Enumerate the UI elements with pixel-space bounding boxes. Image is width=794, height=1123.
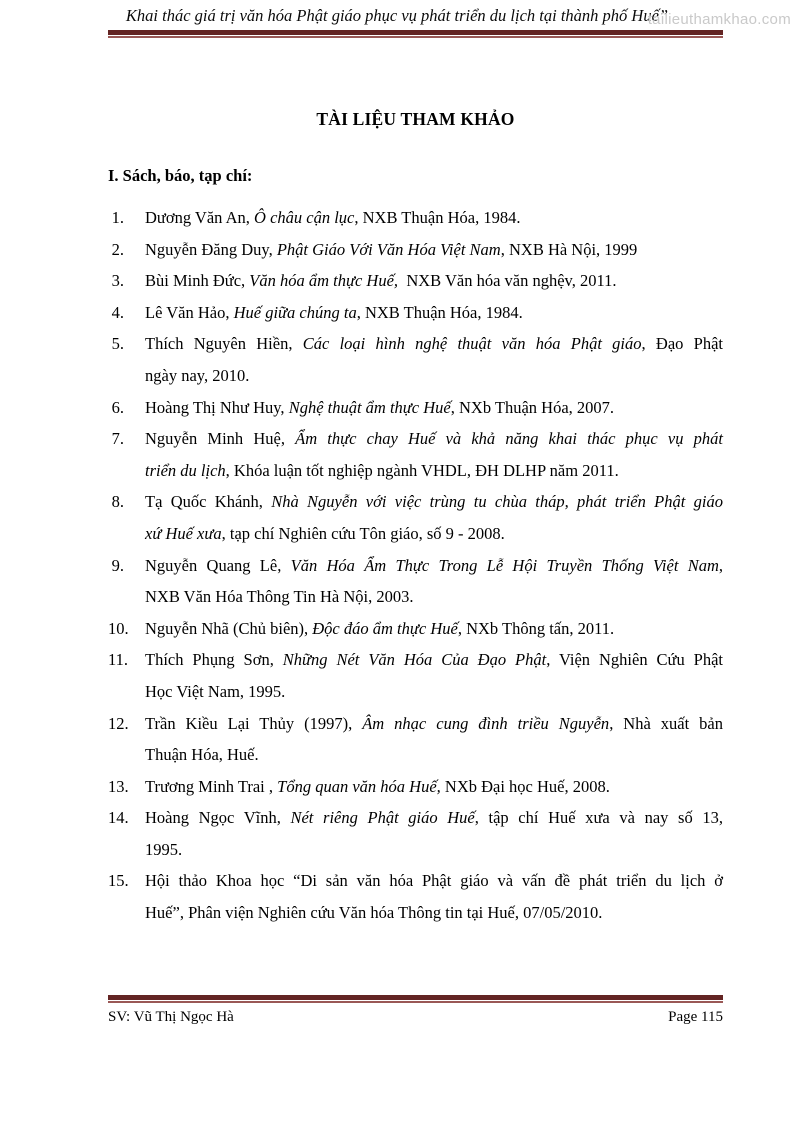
reference-number: 13. xyxy=(108,776,129,796)
page-title: TÀI LIỆU THAM KHẢO xyxy=(316,109,515,129)
reference-number: 1. xyxy=(111,208,124,227)
reference-number: 12. xyxy=(108,713,129,733)
reference-item xyxy=(108,708,723,771)
reference-number: 15. xyxy=(108,871,129,891)
reference-text-segment: Hoàng Thị Như Huy, xyxy=(145,397,289,417)
reference-text-segment: , tạp chí Nghiên cứu Tôn giáo, số 9 - 2008. xyxy=(221,523,505,543)
reference-text-segment: Bùi Minh Đức, xyxy=(145,271,250,291)
reference-text-segment: , xyxy=(718,555,723,575)
reference-title-segment: Độc đáo ẩm thực Huế xyxy=(312,618,458,638)
reference-text-segment: Nguyễn Minh Huệ, xyxy=(145,429,296,449)
reference-number: 3. xyxy=(111,271,124,291)
reference-title-segment: Văn hóa ẩm thực Huế, xyxy=(249,271,399,291)
watermark-text: tailieuthamkhao.com xyxy=(647,11,791,28)
reference-line xyxy=(145,581,723,613)
footer-author: SV: Vũ Thị Ngọc Hà xyxy=(108,1009,234,1025)
reference-text-segment: Trương Minh Trai , xyxy=(145,776,278,796)
reference-text-segment: Dương Văn An, xyxy=(145,208,255,227)
running-header: Khai thác giá trị văn hóa Phật giáo phục vụ phát triển du lịch tại thành phố Huế” xyxy=(125,6,669,25)
page-content xyxy=(108,37,723,929)
reference-title-segment: Phật Giáo Với Văn Hóa Việt Nam xyxy=(276,239,501,259)
reference-text-segment: , NXB Thuận Hóa, 1984. xyxy=(354,208,521,227)
reference-number: 11. xyxy=(108,650,129,670)
reference-title-segment: Các loại hình nghệ thuật văn hóa Phật giáo xyxy=(302,334,642,354)
reference-item xyxy=(108,265,723,297)
reference-line xyxy=(145,771,723,803)
reference-text-segment: Thích Phụng Sơn, xyxy=(145,650,283,670)
reference-title-segment: Ô châu cận lục xyxy=(254,208,355,227)
reference-title-segment: Nhà Nguyễn với việc trùng tu chùa tháp, phát triển Phật giáo xyxy=(271,492,723,512)
reference-line xyxy=(145,834,723,866)
reference-item xyxy=(108,613,723,645)
page-footer xyxy=(108,1005,723,1029)
reference-item xyxy=(108,486,723,549)
reference-line xyxy=(145,423,723,455)
reference-number: 5. xyxy=(111,334,124,354)
reference-text-segment: , Nhà xuất bản xyxy=(609,713,723,733)
reference-number: 8. xyxy=(111,492,124,512)
reference-number: 4. xyxy=(111,302,124,322)
reference-number: 9. xyxy=(111,555,124,575)
reference-text-segment: NXB Văn hóa văn nghệv, 2011. xyxy=(398,271,617,291)
reference-text-segment: , Viện Nghiên Cứu Phật xyxy=(546,650,723,670)
reference-text-segment: Thích Nguyên Hiền, xyxy=(145,334,303,354)
reference-text-segment: Lê Văn Hảo, xyxy=(145,302,234,322)
reference-text-segment: , NXB Thuận Hóa, 1984. xyxy=(356,302,523,322)
reference-text-segment: , NXb Thông tấn, 2011. xyxy=(457,618,615,638)
reference-title-segment: Những Nét Văn Hóa Của Đạo Phật xyxy=(282,650,547,670)
reference-item xyxy=(108,550,723,613)
reference-title-segment: Văn Hóa Ẩm Thực Trong Lễ Hội Truyền Thống Việt Nam xyxy=(290,555,719,575)
reference-text-segment: Nguyễn Quang Lê, xyxy=(145,555,291,575)
reference-text-segment: , Khóa luận tốt nghiệp ngành VHDL, ĐH DLHP năm 2011. xyxy=(225,460,619,480)
section-heading: I. Sách, báo, tạp chí: xyxy=(108,166,253,185)
reference-line xyxy=(145,739,723,771)
reference-line xyxy=(145,802,723,834)
reference-title-segment: Huế giữa chúng ta xyxy=(233,302,357,322)
reference-line xyxy=(145,360,723,392)
reference-number: 14. xyxy=(108,808,129,828)
reference-line xyxy=(145,234,723,266)
reference-item xyxy=(108,423,723,486)
reference-item xyxy=(108,771,723,803)
reference-line xyxy=(145,455,723,487)
reference-title-segment: triển du lịch xyxy=(145,460,226,480)
reference-item xyxy=(108,328,723,391)
reference-line xyxy=(145,676,723,708)
reference-title-segment: xứ Huế xưa xyxy=(145,523,222,543)
reference-title-segment: Nghệ thuật ẩm thực Huế xyxy=(288,397,451,417)
reference-text-segment: , NXb Thuận Hóa, 2007. xyxy=(450,397,615,417)
footer-rule-thin-line xyxy=(108,1001,723,1003)
reference-text-segment: Hoàng Ngọc Vĩnh, xyxy=(145,808,291,828)
reference-number: 10. xyxy=(108,618,129,638)
reference-text-segment: Hội thảo Khoa học “Di sản văn hóa Phật giáo và vấn đề phát triển du lịch ở xyxy=(145,871,723,891)
reference-line xyxy=(145,392,723,424)
reference-title-segment: Tổng quan văn hóa Huế, xyxy=(277,776,441,796)
reference-text-segment: Nguyễn Nhã (Chủ biên), xyxy=(145,618,313,638)
reference-item xyxy=(108,802,723,865)
reference-text-segment: , NXB Hà Nội, 1999 xyxy=(500,239,638,259)
reference-text-segment: Nguyễn Đăng Duy, xyxy=(145,239,277,259)
reference-title-segment: Nét riêng Phật giáo Huế xyxy=(290,808,475,828)
reference-text-segment: Huế”, Phân viện Nghiên cứu Văn hóa Thông tin tại Huế, 07/05/2010. xyxy=(145,903,603,923)
reference-text-segment: Tạ Quốc Khánh, xyxy=(145,492,272,512)
reference-text-segment: NXB Văn Hóa Thông Tin Hà Nội, 2003. xyxy=(145,587,414,607)
reference-text-segment: ngày nay, 2010. xyxy=(145,365,250,385)
reference-number: 2. xyxy=(111,239,124,259)
reference-line xyxy=(145,518,723,550)
reference-text-segment: 1995. xyxy=(145,839,183,859)
reference-text-segment: Học Việt Nam, 1995. xyxy=(145,681,286,701)
reference-title-segment: Âm nhạc cung đình triều Nguyễn xyxy=(362,713,610,733)
reference-text-segment: , tập chí Huế xưa và nay số 13, xyxy=(474,808,723,828)
reference-number: 7. xyxy=(111,429,124,449)
reference-item xyxy=(108,202,723,234)
reference-number: 6. xyxy=(111,397,124,417)
reference-line xyxy=(145,897,723,929)
reference-line xyxy=(145,297,723,329)
reference-line xyxy=(145,708,723,740)
reference-item xyxy=(108,297,723,329)
reference-line xyxy=(145,328,723,360)
reference-line xyxy=(145,486,723,518)
footer-rule xyxy=(108,995,723,1003)
footer-page-number: Page 115 xyxy=(668,1009,723,1025)
reference-line xyxy=(145,202,723,234)
reference-item xyxy=(108,392,723,424)
reference-text-segment: NXb Đại học Huế, 2008. xyxy=(440,776,610,796)
reference-text-segment: , Đạo Phật xyxy=(641,334,723,354)
reference-line xyxy=(145,265,723,297)
reference-text-segment: Trần Kiều Lại Thủy (1997), xyxy=(145,713,363,733)
reference-text-segment: Thuận Hóa, Huế. xyxy=(145,745,259,765)
reference-item xyxy=(108,234,723,266)
reference-line xyxy=(145,865,723,897)
reference-line xyxy=(145,644,723,676)
reference-line xyxy=(145,613,723,645)
references-list xyxy=(108,202,723,929)
reference-item xyxy=(108,644,723,707)
reference-title-segment: Ẩm thực chay Huế và khả năng khai thác phục vụ phát xyxy=(295,429,723,449)
reference-item xyxy=(108,865,723,928)
reference-line xyxy=(145,550,723,582)
